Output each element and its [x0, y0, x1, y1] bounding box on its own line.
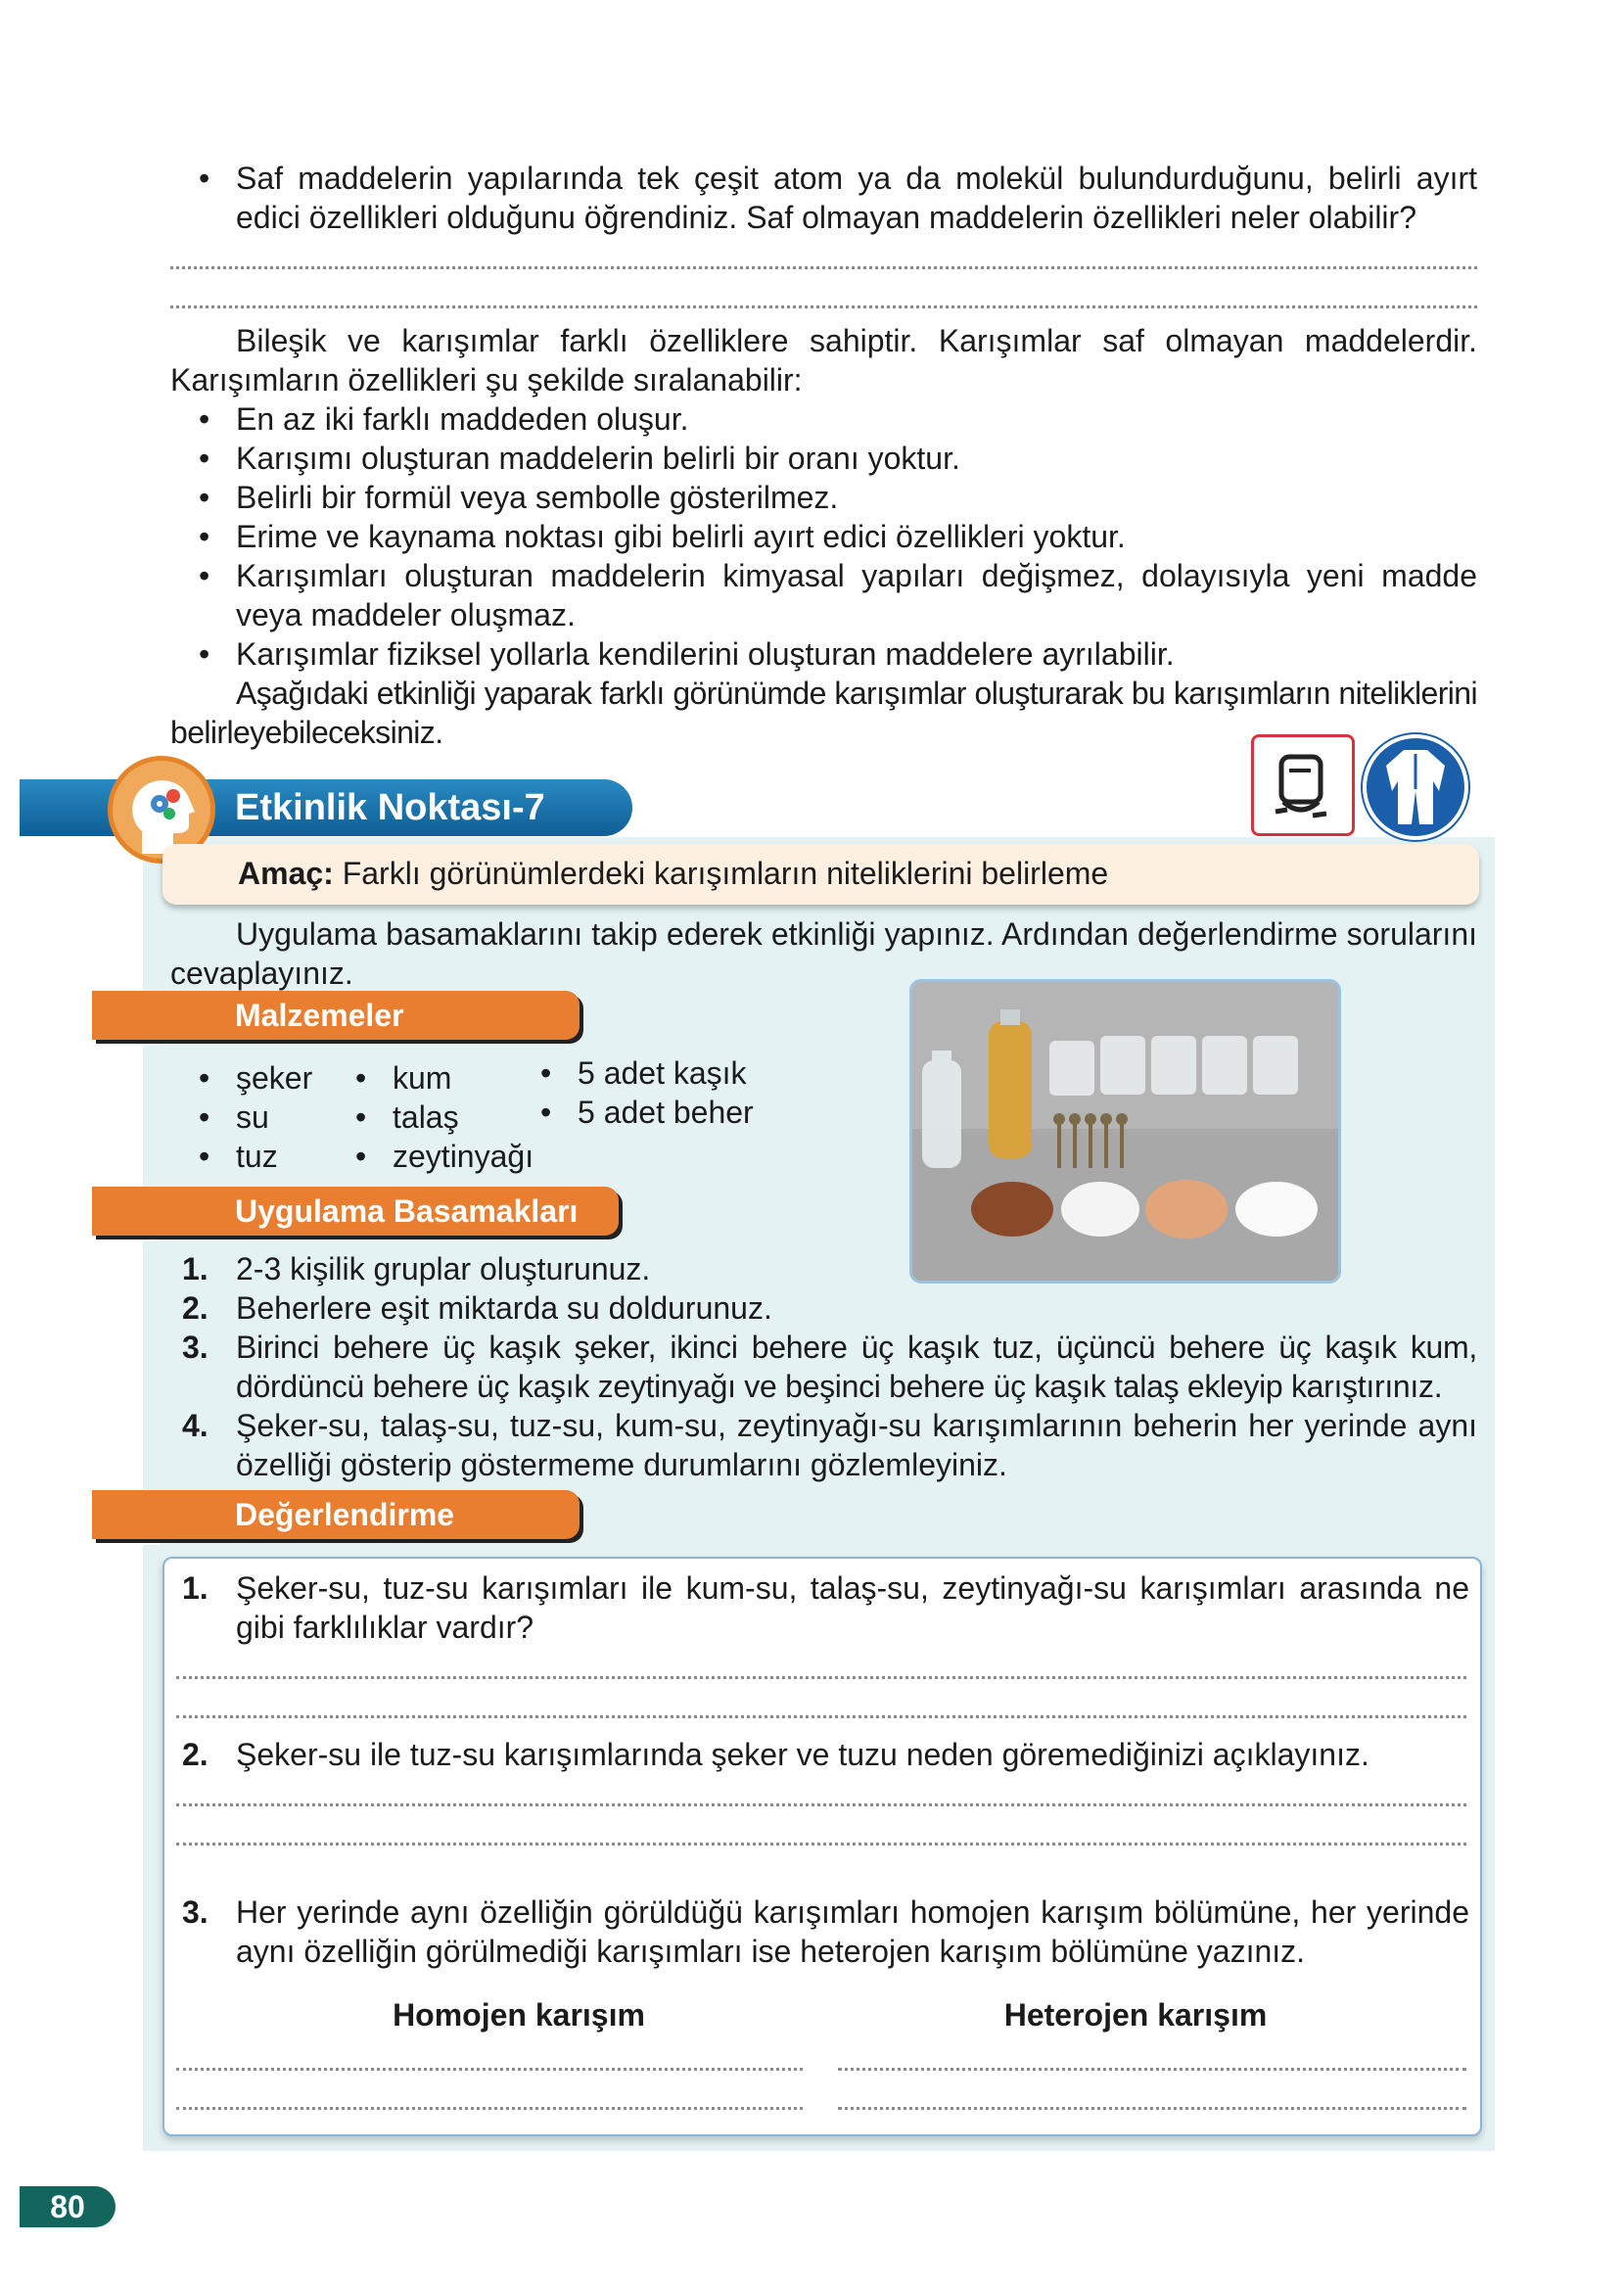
intro-bullet: • Saf maddelerin yapılarında tek çeşit atom ya da molekül bulundurduğunu, belirli ayırt edici özellikleri olduğunu öğrendiniz. Saf olmayan maddelerin özellikleri neler olabilir? — [236, 159, 1477, 237]
homojen-answer-line[interactable] — [176, 2107, 803, 2110]
property-item: • Karışımlar fiziksel yollarla kendilerini oluşturan maddelere ayrılabilir. — [236, 634, 1477, 674]
answer-line[interactable] — [176, 1843, 1466, 1846]
question-text: Şeker-su, tuz-su karışımları ile kum-su, talaş-su, zeytinyağı-su karışımları arasında ne gibi farklılıklar vardır? — [236, 1570, 1469, 1645]
answer-line[interactable] — [170, 305, 1477, 308]
property-item: • Karışımları oluşturan maddelerin kimyasal yapıları değişmez, dolayısıyla yeni madde veya maddeler oluşmaz. — [236, 556, 1477, 634]
eval-heading: Değerlendirme — [92, 1490, 580, 1539]
answer-line[interactable] — [176, 1715, 1466, 1718]
material-item: • su — [236, 1098, 269, 1137]
question-number: 1. — [182, 1570, 209, 1606]
question-text: Her yerinde aynı özelliğin görüldüğü karışımları homojen karışım bölümüne, her yerinde aynı özelliğin görülmediği karışımları ise heterojen karışım bölümüne yazınız. — [236, 1894, 1469, 1969]
property-item: • Belirli bir formül veya sembolle gösterilmez. — [236, 478, 1477, 517]
material-item: • tuz — [236, 1137, 278, 1176]
material-item: • kum — [393, 1058, 451, 1098]
answer-line[interactable] — [170, 266, 1477, 269]
material-item: • şeker — [236, 1058, 312, 1098]
question-number: 3. — [182, 1894, 209, 1930]
page-number: 80 — [20, 2186, 116, 2227]
homojen-heading: Homojen karışım — [393, 1997, 645, 2033]
step-text: Beherlere eşit miktarda su doldurunuz. — [236, 1290, 772, 1326]
activity-title: Etkinlik Noktası-7 — [235, 787, 545, 828]
step-number: 1. — [182, 1251, 209, 1286]
steps-heading: Uygulama Basamakları — [92, 1187, 619, 1236]
goggles-safety-icon — [1251, 734, 1355, 836]
activity-instruction: Uygulama basamaklarını takip ederek etkinliği yapınız. Ardından değerlendirme sorularını cevaplayınız. — [170, 916, 1477, 991]
question-number: 2. — [182, 1737, 209, 1772]
property-item: • Karışımı oluşturan maddelerin belirli bir oranı yoktur. — [236, 439, 1477, 478]
answer-line[interactable] — [176, 1803, 1466, 1806]
materials-heading: Malzemeler — [92, 991, 580, 1040]
heterojen-answer-line[interactable] — [838, 2068, 1466, 2071]
property-item: • En az iki farklı maddeden oluşur. — [236, 399, 1477, 439]
step-text: Şeker-su, talaş-su, tuz-su, kum-su, zeytinyağı-su karışımlarının beherin her yerinde aynı özelliği gösterip göstermeme durumlarını gözlemleyiniz. — [236, 1408, 1477, 1482]
materials-photo — [909, 979, 1341, 1284]
step-number: 3. — [182, 1330, 209, 1365]
material-item: • 5 adet kaşık — [578, 1053, 747, 1093]
aim-label: Amaç: — [238, 856, 334, 891]
intro-closing: Aşağıdaki etkinliği yaparak farklı görünümde karışımlar oluşturarak bu karışımların niteliklerini belirleyebileceksiniz. — [170, 676, 1477, 750]
intro-paragraph: Bileşik ve karışımlar farklı özelliklere sahiptir. Karışımlar saf olmayan maddelerdir. Karışımların özellikleri şu şekilde sıralanabilir: — [170, 323, 1477, 397]
answer-line[interactable] — [176, 1676, 1466, 1679]
heterojen-answer-line[interactable] — [838, 2107, 1466, 2110]
homojen-answer-line[interactable] — [176, 2068, 803, 2071]
step-text: Birinci behere üç kaşık şeker, ikinci behere üç kaşık tuz, üçüncü behere üç kaşık kum, dördüncü behere üç kaşık zeytinyağı ve beşinci behere üç kaşık talaş ekleyip karıştırınız. — [236, 1330, 1477, 1404]
material-item: • 5 adet beher — [578, 1093, 754, 1132]
lab-coat-safety-icon — [1361, 732, 1470, 842]
property-item: • Erime ve kaynama noktası gibi belirli ayırt edici özellikleri yoktur. — [236, 517, 1477, 556]
aim-description: Farklı görünümlerdeki karışımların niteliklerini belirleme — [333, 856, 1109, 891]
material-item: • talaş — [393, 1098, 459, 1137]
aim-text — [238, 854, 1462, 893]
heterojen-heading: Heterojen karışım — [1003, 1997, 1268, 2033]
material-item: • zeytinyağı — [393, 1137, 534, 1176]
step-text: 2-3 kişilik gruplar oluşturunuz. — [236, 1251, 651, 1286]
step-number: 4. — [182, 1408, 209, 1443]
question-text: Şeker-su ile tuz-su karışımlarında şeker ve tuzu neden göremediğinizi açıklayınız. — [236, 1737, 1369, 1772]
step-number: 2. — [182, 1290, 209, 1326]
